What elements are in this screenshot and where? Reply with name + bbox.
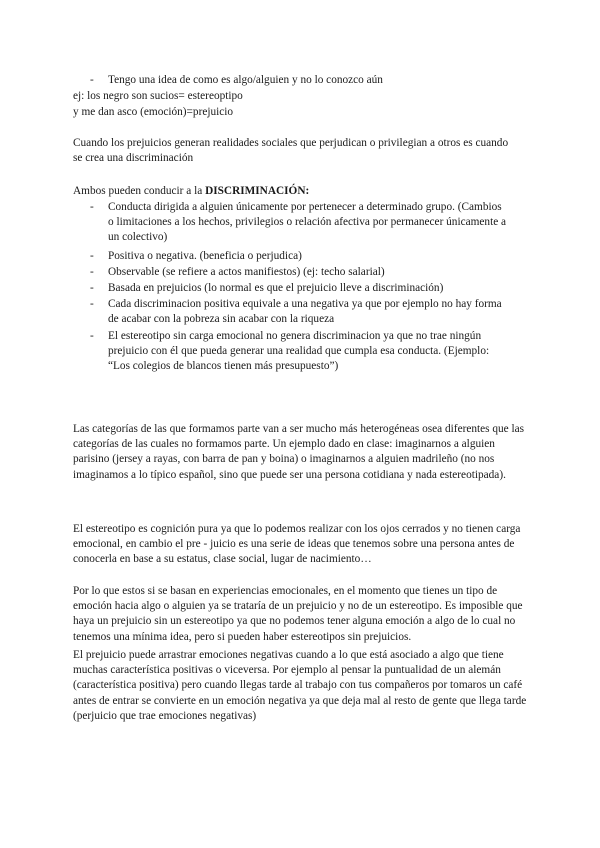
discrimination-item: [108, 249, 528, 264]
discrimination-item-text: Positiva o negativa. (beneficia o perjudica): [108, 250, 302, 262]
bullet-dash: -: [90, 330, 94, 342]
discrimination-item-text: Basada en prejuicios (lo normal es que el prejuicio lleve a discriminación): [108, 282, 444, 294]
discrimination-heading-bold: DISCRIMINACIÓN:: [205, 185, 310, 197]
discrimination-heading-intro: Ambos pueden conducir a la: [73, 185, 206, 197]
discrimination-item: [108, 281, 528, 296]
paragraph: [73, 422, 533, 483]
paragraph-text: El prejuicio puede arrastrar emociones negativas cuando a lo que está asociado a algo que tiene muchas característica positivas o viceversa. Por ejemplo al pensar la puntualidad de un alemán (característica positiva) pero cuando llegas tarde al trabajo con tus compañeros por tomaros un café antes de entrar se convierte en un emoción negativa ya que deja mal al resto de gente que llega tarde (perjuicio que trae emociones negativas): [73, 649, 527, 722]
discrimination-item-text: El estereotipo sin carga emocional no genera discriminacion ya que no trae ningún prejuicio con él que pueda generar una realidad que cumpla esa conducta. (Ejemplo: “Los colegios de blancos tienen más presupuesto”): [108, 330, 490, 373]
paragraph: [73, 522, 533, 568]
example-prejudice: y me dan asco (emoción)=prejuicio: [73, 106, 234, 118]
paragraph-text: Las categorías de las que formamos parte van a ser mucho más heterogéneas osea diferentes que las categorías de las cuales no formamos parte. Un ejemplo dado en clase: imaginarnos a alguien parisino (jersey a rayas, con barra de pan y boina) o imaginarnos a alguien madrileño (no nos imaginamos a lo típico español, sino que puede ser una persona cotidiana y nada estereotipada).: [73, 423, 525, 481]
discrimination-definition-text: Cuando los prejuicios generan realidades sociales que perjudican o privilegian a otros es cuando se crea una discriminación: [73, 137, 509, 165]
paragraph-text: Por lo que estos si se basan en experiencias emocionales, en el momento que tienes un tipo de emoción hacia algo o alguien ya se trataría de un prejuicio y no de un estereotipo. Es imposible que haya un prejuicio sin un estereotipo ya que no podemos tener alguna emoción a algo de lo cual no tenemos una mínima idea, pero si pueden haber estereotipos sin prejuicios.: [73, 585, 523, 643]
paragraph: [73, 584, 533, 645]
paragraph-text: El estereotipo es cognición pura ya que lo podemos realizar con los ojos cerrados y no tienen carga emocional, en cambio el pre - juicio es una serie de ideas que tenemos sobre una persona antes de conocerla en base a su estatus, clase social, lugar de nacimiento…: [73, 523, 521, 566]
paragraph: [73, 648, 533, 724]
discrimination-item: [108, 297, 503, 327]
discrimination-item-text: Observable (se refiere a actos manifiestos) (ej: techo salarial): [108, 266, 385, 278]
top-bullet-text: Tengo una idea de como es algo/alguien y no lo conozco aún: [108, 74, 383, 86]
discrimination-item: [108, 200, 508, 246]
discrimination-item: [108, 265, 528, 280]
bullet-dash: -: [90, 298, 94, 310]
bullet-dash: -: [90, 266, 94, 278]
discrimination-heading: [73, 184, 309, 199]
example-stereotype: ej: los negro son sucios= estereoptipo: [73, 90, 243, 102]
discrimination-definition: [73, 136, 513, 166]
discrimination-item-text: Cada discriminacion positiva equivale a una negativa ya que por ejemplo no hay forma de acabar con la pobreza sin acabar con la riqueza: [108, 298, 502, 326]
bullet-dash: -: [90, 282, 94, 294]
bullet-dash: -: [90, 250, 94, 262]
bullet-dash: -: [90, 74, 94, 86]
bullet-dash: -: [90, 201, 94, 213]
discrimination-item-text: Conducta dirigida a alguien únicamente por pertenecer a determinado grupo. (Cambios o limitaciones a los hechos, privilegios o relación afectiva por permanecer únicamente a un colectivo): [108, 201, 507, 244]
discrimination-item: [108, 329, 498, 375]
